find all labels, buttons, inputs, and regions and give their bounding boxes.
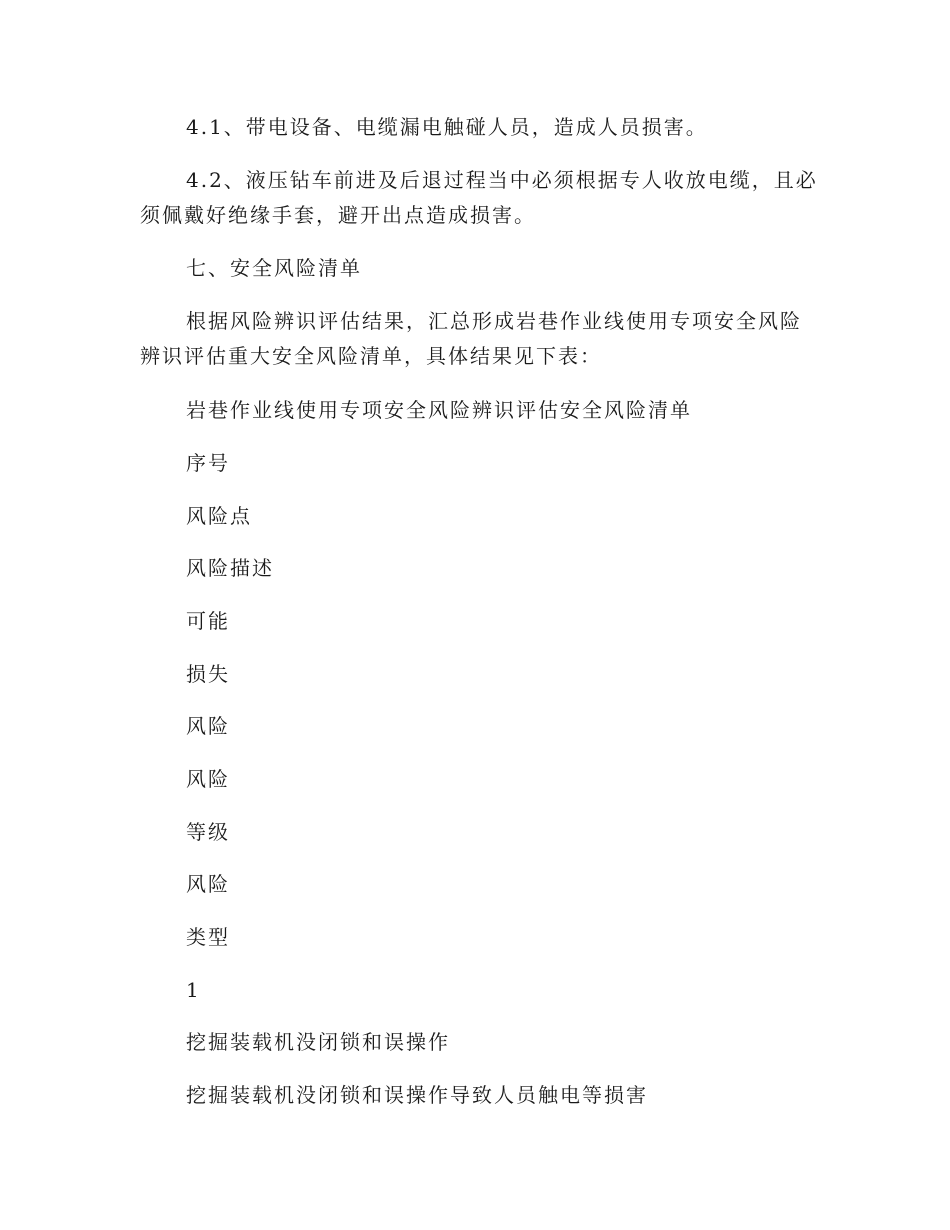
table-cell-possible: 可能 <box>186 609 230 633</box>
summary-paragraph-line-1: 根据风险辨识评估结果，汇总形成岩巷作业线使用专项安全风险 <box>186 309 802 333</box>
table-cell-risk-c: 风险 <box>186 872 230 896</box>
table-cell-risk-b: 风险 <box>186 767 230 791</box>
paragraph-4-2-line-2: 须佩戴好绝缘手套，避开出点造成损害。 <box>140 203 536 227</box>
table-cell-serial-number: 序号 <box>186 451 230 475</box>
table-cell-risk-a: 风险 <box>186 714 230 738</box>
table-cell-type: 类型 <box>186 925 230 949</box>
table-cell-risk-description: 风险描述 <box>186 556 274 580</box>
table-cell-level: 等级 <box>186 820 230 844</box>
table-cell-row-1-risk-point: 挖掘装载机没闭锁和误操作 <box>186 1030 450 1054</box>
table-cell-row-1-number: 1 <box>186 978 201 1002</box>
table-cell-risk-point: 风险点 <box>186 504 252 528</box>
summary-paragraph-line-2: 辨识评估重大安全风险清单，具体结果见下表： <box>140 344 602 368</box>
paragraph-4-2-line-1: 4.2、液压钻车前进及后退过程当中必须根据专人收放电缆，且必 <box>186 168 818 192</box>
table-cell-row-1-risk-description: 挖掘装载机没闭锁和误操作导致人员触电等损害 <box>186 1083 648 1107</box>
paragraph-4-1: 4.1、带电设备、电缆漏电触碰人员，造成人员损害。 <box>186 115 708 139</box>
table-cell-loss: 损失 <box>186 662 230 686</box>
section-heading-7: 七、安全风险清单 <box>186 256 362 280</box>
table-title: 岩巷作业线使用专项安全风险辨识评估安全风险清单 <box>186 398 692 422</box>
